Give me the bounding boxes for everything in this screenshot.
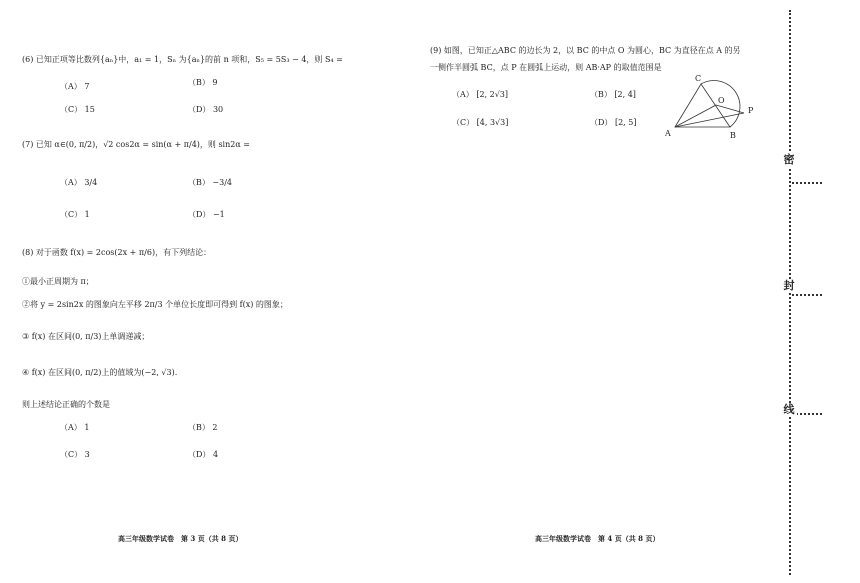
q9-option-a: （A） [2, 2√3]	[452, 90, 509, 99]
q8-option-c: （C） 3	[60, 450, 90, 459]
q7-option-b: （B） −3/4	[188, 178, 232, 187]
q9-option-c: （C） [4, 3√3]	[452, 118, 509, 127]
binding-char-line: 线	[781, 403, 797, 417]
q6-option-c: （C） 15	[60, 105, 95, 114]
q9-option-d: （D） [2, 5]	[590, 118, 637, 127]
q6-option-a: （A） 7	[60, 82, 90, 91]
q7-option-c: （C） 1	[60, 210, 90, 219]
page-footer-left: 高三年级数学试卷 第 3 页（共 8 页）	[118, 534, 243, 543]
q7-option-d: （D） −1	[188, 210, 225, 219]
figure-segment-ap	[675, 113, 744, 127]
q8-statement-2: ②将 y = 2sin2x 的图象向左平移 2π/3 个单位长度即可得到 f(x) 的图象；	[22, 300, 288, 309]
q9-geometry-figure	[660, 70, 770, 150]
q7-option-a: （A） 3/4	[60, 178, 98, 187]
figure-segment-ao	[675, 105, 716, 127]
q8-option-a: （A） 1	[60, 423, 90, 432]
binding-dots-1	[792, 182, 822, 186]
q8-statement-1: ①最小正周期为 π；	[22, 277, 94, 286]
q6-stem: (6) 已知正项等比数列{aₙ}中，a₁ = 1，Sₙ 为{aₙ}的前 n 项和，S₅ = 5S₃ − 4，则 S₄ =	[22, 55, 343, 64]
figure-label-p: P	[748, 106, 754, 115]
q8-option-b: （B） 2	[188, 423, 218, 432]
q8-statement-3: ③ f(x) 在区间(0, π/3)上单调递减；	[22, 332, 150, 341]
binding-char-seal: 密	[781, 153, 797, 167]
figure-label-o: O	[718, 96, 725, 105]
page-footer-right: 高三年级数学试卷 第 4 页（共 8 页）	[535, 534, 660, 543]
q8-conclusion: 则上述结论正确的个数是	[22, 400, 110, 409]
figure-triangle	[675, 84, 730, 127]
binding-dots-2	[792, 294, 822, 298]
q6-option-b: （B） 9	[188, 78, 218, 87]
q9-option-b: （B） [2, 4]	[590, 90, 636, 99]
q8-stem: (8) 对于函数 f(x) = 2cos(2x + π/6)，有下列结论：	[22, 248, 212, 257]
figure-label-c: C	[695, 74, 702, 83]
q7-stem: (7) 已知 α∈(0, π/2)，√2 cos2α = sin(α + π/4)，则 sin2α =	[22, 140, 251, 149]
figure-label-a: A	[665, 129, 671, 138]
q8-option-d: （D） 4	[188, 450, 219, 459]
q9-stem-line2: 一侧作半圆弧 BC，点 P 在圆弧上运动，则 AB·AP 的取值范围是	[430, 63, 662, 72]
q8-statement-4: ④ f(x) 在区间(0, π/2)上的值域为(−2, √3).	[22, 368, 178, 377]
binding-char-feng: 封	[781, 279, 797, 293]
q9-stem-line1: (9) 如图，已知正△ABC 的边长为 2，以 BC 的中点 O 为圆心，BC 为直径在点 A 的另	[430, 46, 741, 55]
figure-label-b: B	[730, 131, 736, 140]
q6-option-d: （D） 30	[188, 105, 224, 114]
